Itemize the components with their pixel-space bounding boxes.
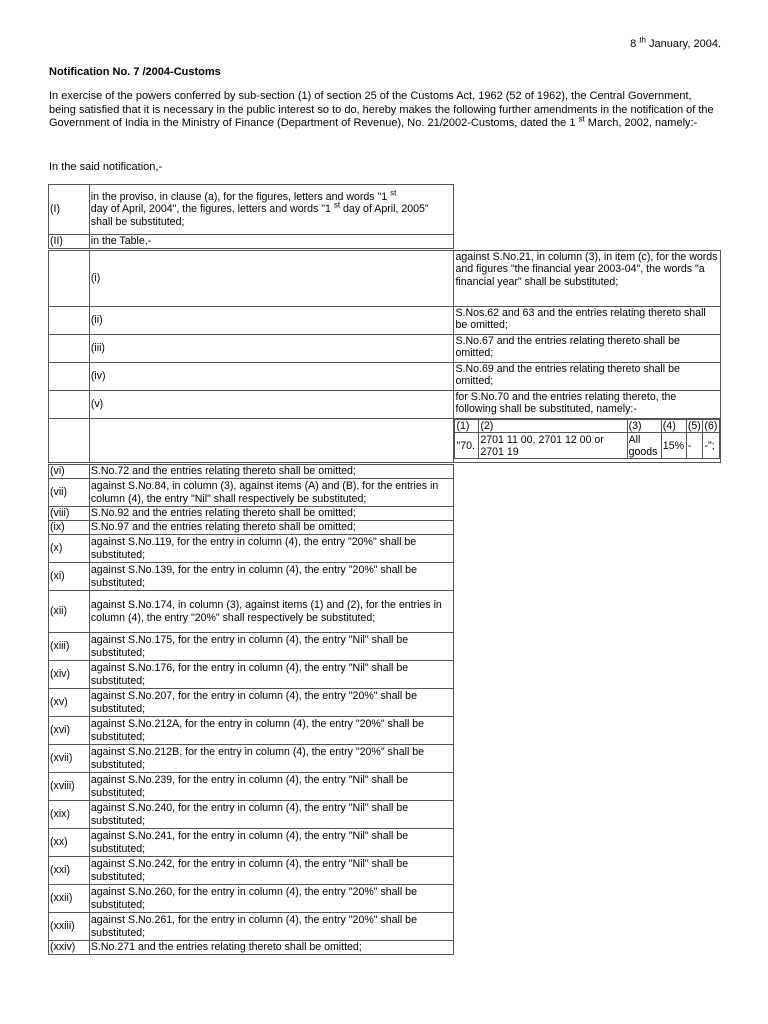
table-row (49, 335, 721, 363)
row-text: against S.No.260, for the entry in column (4), the entry "20%" shall be substituted; (89, 885, 453, 913)
inner-header: (6) (703, 420, 720, 433)
row-number: (II) (49, 235, 90, 249)
row-text: against S.No.240, for the entry in column (4), the entry "Nil" shall be substituted; (89, 801, 453, 829)
inner-header: (4) (661, 420, 686, 433)
row-number: (x) (49, 535, 90, 563)
table-row (49, 563, 454, 591)
row-number: (xx) (49, 829, 90, 857)
inner-cell: All goods (627, 433, 661, 459)
table-row (49, 535, 454, 563)
row-number: (xii) (49, 591, 90, 633)
amendments-table-top (48, 184, 454, 249)
table-row (49, 465, 454, 479)
table-row (49, 941, 454, 955)
table-row (49, 857, 454, 885)
row-text: against S.No.241, for the entry in column (4), the entry "Nil" shall be substituted; (89, 829, 453, 857)
inner-header: (3) (627, 420, 661, 433)
row-number: (v) (89, 391, 454, 419)
preamble-main: In exercise of the powers conferred by sub-section (1) of section 25 of the Customs Act, 1962 (52 of 1962), the Central Government, being satisfied that it is necessary in the public interest so to do, hereby makes the following further amendments in the notification of the Government of India in the Ministry of Finance (Department of Revenue), No. 21/2002-Customs, dated the 1 (49, 90, 714, 130)
inner-header: (2) (479, 420, 627, 433)
row-number: (xiii) (49, 633, 90, 661)
date-ordinal: th (639, 35, 646, 45)
table-row (49, 235, 454, 249)
row-number: (ix) (49, 521, 90, 535)
row-number: (xvi) (49, 717, 90, 745)
table-row (49, 773, 454, 801)
document-date (630, 35, 721, 50)
row-text: against S.No.261, for the entry in column (4), the entry "20%" shall be substituted; (89, 913, 453, 941)
date-day: 8 (630, 38, 637, 50)
table-row (49, 591, 454, 633)
table-row (49, 521, 454, 535)
row-number: (xvii) (49, 745, 90, 773)
row-text: against S.No.119, for the entry in column (4), the entry "20%" shall be substituted; (89, 535, 453, 563)
row-number: (viii) (49, 507, 90, 521)
row-text: in the Table,- (89, 235, 453, 249)
table-row (49, 829, 454, 857)
row-text-a: in the proviso, in clause (a), for the figures, letters and words "1 (90, 190, 388, 203)
substituted-entry-table (454, 419, 720, 459)
row-text: S.No.72 and the entries relating thereto shall be omitted; (89, 465, 453, 479)
inner-cell: - (686, 433, 703, 459)
row-number: (xxi) (49, 857, 90, 885)
row-text-c: day of April, 2005" shall be substituted; (90, 203, 429, 228)
row-text: against S.No.84, in column (3), against items (A) and (B), for the entries in column (4), the entry "Nil" shall respectively be substituted; (89, 479, 453, 507)
preamble-paragraph (49, 90, 721, 131)
row-text: against S.No.207, for the entry in column (4), the entry "20%" shall be substituted; (89, 689, 453, 717)
inner-header-row (455, 420, 720, 433)
row-text: for S.No.70 and the entries relating thereto, the following shall be substituted, namely:- (454, 391, 721, 419)
table-row (49, 391, 721, 419)
table-row (49, 363, 721, 391)
row-text: against S.No.212B, for the entry in column (4), the entry "20%" shall be substituted; (89, 745, 453, 773)
row-text: S.No.92 and the entries relating thereto shall be omitted; (89, 507, 453, 521)
table-row (49, 479, 454, 507)
inner-header: (5) (686, 420, 703, 433)
row-text: against S.No.239, for the entry in column (4), the entry "Nil" shall be substituted; (89, 773, 453, 801)
row-number: (ii) (89, 307, 454, 335)
inner-header: (1) (455, 420, 479, 433)
inner-cell: 2701 11 00, 2701 12 00 or 2701 19 (479, 433, 627, 459)
row-ordinal-b: st (333, 200, 341, 210)
preamble-tail: March, 2002, namely:- (584, 117, 698, 130)
table-row (49, 185, 454, 235)
table-row (49, 661, 454, 689)
row-number: (iii) (89, 335, 454, 363)
row-number: (xxiii) (49, 913, 90, 941)
row-text (89, 185, 453, 235)
table-row (49, 251, 721, 307)
row-text-b: day of April, 2004", the figures, letters and words "1 (90, 203, 331, 216)
row-number: (i) (89, 251, 454, 307)
row-text: S.No.69 and the entries relating thereto shall be omitted; (454, 363, 721, 391)
row-number: (iv) (89, 363, 454, 391)
row-text: S.Nos.62 and 63 and the entries relating thereto shall be omitted; (454, 307, 721, 335)
row-text: against S.No.212A, for the entry in column (4), the entry "20%" shall be substituted; (89, 717, 453, 745)
row-ordinal-a: st (390, 188, 397, 198)
inner-cell: 15% (661, 433, 686, 459)
table-row (49, 717, 454, 745)
notification-title: Notification No. 7 /2004-Customs (49, 66, 221, 78)
row-text: S.No.271 and the entries relating thereto shall be omitted; (89, 941, 453, 955)
row-number: (xxiv) (49, 941, 90, 955)
intro-line: In the said notification,- (49, 161, 163, 173)
inner-data-row (455, 433, 720, 459)
row-number: (xiv) (49, 661, 90, 689)
table-row (49, 307, 721, 335)
amendments-table-bottom (48, 464, 454, 955)
row-number: (xxii) (49, 885, 90, 913)
table-row (49, 801, 454, 829)
row-text: against S.No.174, in column (3), against items (1) and (2), for the entries in column (4), the entry "20%" shall respectively be substituted; (89, 591, 453, 633)
inner-cell: "70. (455, 433, 479, 459)
row-text: S.No.67 and the entries relating thereto shall be omitted; (454, 335, 721, 363)
table-row (49, 885, 454, 913)
row-number: (I) (49, 185, 90, 235)
row-number: (vii) (49, 479, 90, 507)
row-number: (xix) (49, 801, 90, 829)
amendments-table-middle (48, 250, 721, 463)
row-text: against S.No.139, for the entry in column (4), the entry "20%" shall be substituted; (89, 563, 453, 591)
row-text: against S.No.175, for the entry in column (4), the entry "Nil" shall be substituted; (89, 633, 453, 661)
row-number: (xv) (49, 689, 90, 717)
preamble-ordinal: st (578, 114, 585, 124)
row-number: (xviii) (49, 773, 90, 801)
table-row (49, 913, 454, 941)
table-row (49, 689, 454, 717)
table-row (49, 745, 454, 773)
table-row (49, 633, 454, 661)
row-number: (vi) (49, 465, 90, 479)
table-row (49, 507, 454, 521)
table-row (49, 419, 721, 463)
row-text: against S.No.176, for the entry in column (4), the entry "Nil" shall be substituted; (89, 661, 453, 689)
date-rest: January, 2004. (645, 38, 721, 50)
row-text: against S.No.242, for the entry in column (4), the entry "Nil" shall be substituted; (89, 857, 453, 885)
inner-cell: -"; (703, 433, 720, 459)
row-number: (xi) (49, 563, 90, 591)
row-text: against S.No.21, in column (3), in item (c), for the words and figures "the financial year 2003-04", the words "a financial year" shall be substituted; (454, 251, 721, 307)
row-text: S.No.97 and the entries relating thereto shall be omitted; (89, 521, 453, 535)
